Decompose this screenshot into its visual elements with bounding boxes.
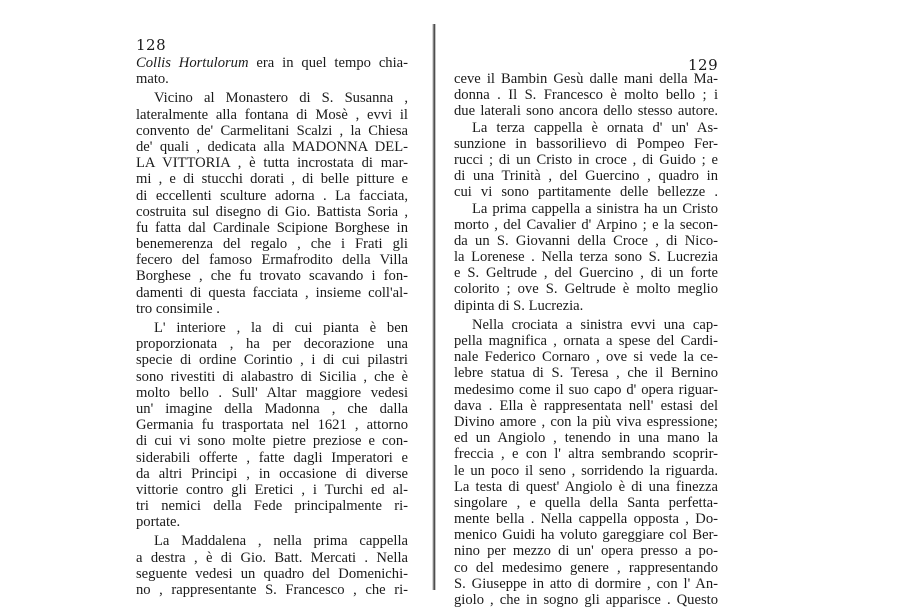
text-line: tri nemici della Fede principalmente ri- [136,498,408,515]
text-line: la Lorenese . Nella terza sono S. Lucrezia [454,249,718,266]
text-line: no , rappresentante S. Francesco , che ri- [136,582,408,598]
text-line: morto , del Cavalier d' Arpino ; e la secon- [454,216,718,233]
text-line: lebre statua di S. Teresa , che il Bernino [454,365,718,382]
text-line: Collis Hortulorum era in quel tempo chia- [136,55,408,71]
text-line: Divino amore , con la più viva espressione; [454,413,718,430]
text-line: sono rivestiti di alabastro di Sicilia , che è [136,368,408,385]
text-line: damenti di questa facciata , insieme coll'al- [136,284,408,301]
text-line: costruita sul disegno di Gio. Battista Soria , [136,203,408,220]
text-line: e S. Geltrude , del Guercino , di un forte [454,265,718,282]
text-line: portate. [136,514,181,531]
right-page-number: 129 [688,56,719,74]
book-gutter [432,24,436,590]
text-line: La Maddalena , nella prima cappella [154,533,408,550]
text-line: freccia , e con l' altra sembrando scoprir- [454,446,718,463]
right-page-text [454,71,718,608]
text-line: siderabili offerte , fatte dagli Imperatori e [136,449,408,466]
text-line: proporzionata , ha per decorazione una [136,336,408,353]
text-line: La testa di quest' Angiolo è di una finezza [454,478,718,495]
left-page-number: 128 [136,36,167,54]
text-line: mente bella . Nella cappella opposta , Do- [454,511,718,528]
text-line: singolare , e quella della Santa perfetta- [454,494,718,511]
text-line: Borghese , che fu trovato scavando i fon- [136,268,408,285]
text-line: nino per mezzo di un' opera presso a po- [454,543,718,560]
text-line: nale Federico Cornaro , ove si vede la ce- [454,349,718,366]
text-line: dava . Ella è rappresentata nell' estasi del [454,397,718,414]
text-line: donna . Il S. Francesco è molto bello ; i [454,87,718,104]
text-line: le un poco il seno , sorridendo la riguarda. [454,462,718,479]
text-line: giolo , che in sogno gli apparisce . Questo [454,592,718,608]
text-line: specie di ordine Corintio , i di cui pilastri [136,352,408,369]
text-line: seguente vedesi un quadro del Domenichi- [136,565,408,582]
text-line: Germania fu trasportata nel 1621 , attorno [136,417,408,434]
text-line: di eccellenti sculture adorna . La facciata, [136,187,408,204]
text-line: tro consimile . [136,300,220,317]
text-line: LA VITTORIA , è tutta incrostata di mar- [136,155,408,172]
text-line: Nella crociata a sinistra evvi una cap- [472,316,718,333]
text-line: Vicino al Monastero di S. Susanna , [154,90,408,107]
text-line: pella magnifica , ornata a spese del Cardi- [454,333,718,349]
text-line: un' imagine della Madonna , che dalla [136,400,408,417]
text-line: menico Guidi ha voluto gareggiare col Ber- [454,527,718,544]
text-line: ceve il Bambin Gesù dalle mani della Ma- [454,71,718,87]
left-page-text [136,55,408,598]
text-line: La prima cappella a sinistra ha un Cristo [472,200,718,217]
text-line: fecero del famoso Ermafrodito della Villa [136,252,408,269]
text-line: de' quali , dedicata alla MADONNA DEL- [136,138,408,155]
text-line: molto bello . Sull' Altar maggiore vedesi [136,384,408,401]
text-line: benemerenza del regalo , che i Frati gli [136,236,408,253]
text-line: di una Trinità , del Guercino , quadro in [454,168,718,185]
text-line: sunzione in bassorilievo di Pompeo Fer- [454,135,718,152]
text-line: cui vi sono partitamente delle bellezze . [454,184,718,201]
text-line: co del medesimo genere , rappresentando [454,559,718,576]
text-line: dipinta di S. Lucrezia. [454,297,584,314]
text-line: a destra , è di Gio. Batt. Mercati . Nella [136,549,408,566]
text-line: da altri Principi , in occasione di diverse [136,465,408,482]
text-line: da un S. Giovanni della Croce , di Nico- [454,232,718,249]
text-line: S. Giuseppe in atto di dormire , con l' An- [454,575,718,592]
text-line: due laterali sono ancora dello stesso autore. [454,103,718,120]
text-line: convento de' Carmelitani Scalzi , la Chiesa [136,122,408,139]
text-line: L' interiore , la di cui pianta è ben [154,320,408,336]
text-line: rucci ; di un Cristo in croce , di Guido ; e [454,151,718,168]
text-line: medesimo come il suo capo d' opera riguar- [454,381,718,398]
text-line: lateralmente alla fontana di Mosè , evvi il [136,106,408,123]
text-line: di cui vi sono molte pietre preziose e con- [136,433,408,450]
text-line: vittorie contro gli Eretici , i Turchi ed al- [136,481,408,498]
text-line: mato. [136,71,169,88]
text-line: La terza cappella è ornata d' un' As- [472,119,718,136]
text-line: mi , e di stucchi dorati , di belle pitture e [136,171,408,188]
text-line: fu fatta dal Cardinale Scipione Borghese in [136,219,408,236]
text-line: ed un Angiolo , tenendo in una mano la [454,430,718,447]
text-line: colorito ; ove S. Geltrude è molto meglio [454,281,718,298]
